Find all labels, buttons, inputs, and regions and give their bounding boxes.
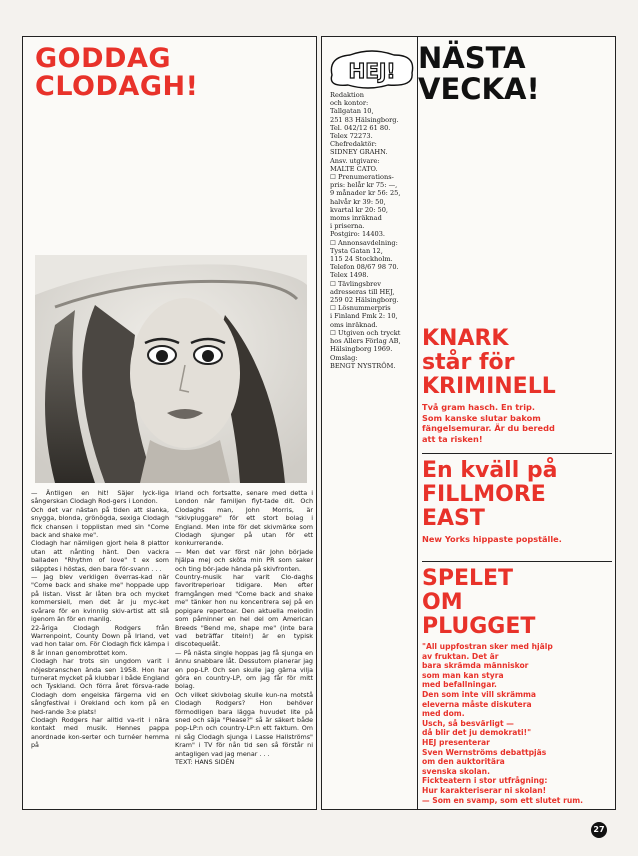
heading-line: NÄSTA [418,41,526,75]
info-line: 9 månader kr 56: 25, [330,189,401,198]
title-line: KNARK [422,326,509,351]
paragraph: Clodagh har trots sin ungdom varit i nöjesbranschen ända sen 1958. Hon har turnerat mycket på klubbar i både England och Tyskland. Och förra året försva-rade Clodagh dom engelska färgerna vid en sångfestival i Orekland och kom på en hed-rande 3:e plats! [31,657,169,716]
promo-knark [422,327,614,444]
title-line: SPELET [422,566,514,591]
info-line: 251 83 Hälsingborg. [330,115,399,124]
promo-title [422,459,614,531]
info-line: i Finland Fmk 2: 10, [330,312,398,321]
title-line: OM [422,590,463,615]
info-line: hos Allers Förlag AB, [330,337,401,346]
info-line: Ansv. utgivare: [330,156,380,165]
paragraph: Och det var nästan på tiden att slanka, snygga, blonda, grönögda, sexiga Clodagh fick chansen i topplistan med sin "Come back and shake me". [31,505,169,540]
sub-line: — Som en svamp, som ett slutet rum. [422,795,584,805]
info-line: ☐ Annonsavdelning: [330,238,398,247]
paragraph: Irland och fortsatte, senare med detta i London när familjen flyt-tade dit. Och Clodaghs man, John Morris, är "skivpluggare" för ett stort bolag i England. Men inte för det skivmärke som Clodagh sjunger på utan för ett konkurrerande. [175,489,313,548]
article-headline [35,45,198,101]
info-line: Postgiro: 14403. [330,230,386,239]
sub-line: bara skrämda människor [422,661,529,671]
paragraph: — Äntligen en hit! Säjer lyck-liga sångerskan Clodagh Rod-gers i London. [31,489,169,506]
promo-subtitle [422,642,614,805]
sub-line: med befallningar. [422,680,497,690]
sub-line: av fruktan. Det är [422,651,499,661]
hej-logo [328,49,416,89]
info-line: 259 02 Hälsingborg. [330,296,399,305]
sub-line: att ta risken! [422,433,483,444]
info-line: moms inräknad [330,214,382,223]
promo-subtitle [422,402,614,444]
title-line: En kväll på [422,458,558,483]
info-line: ☐ Prenumerations- [330,173,394,182]
promo-title [422,567,614,639]
info-line: Omslag: [330,353,358,362]
sub-line: som man kan styra [422,670,504,680]
sub-line: svenska skolan. [422,766,490,776]
author-byline: TEXT: HANS SIDÉN [175,758,235,766]
info-line: Telex 72273. [330,132,373,141]
info-line: adresseras till HEJ, [330,287,395,296]
info-line: oms inräknad. [330,320,378,329]
paragraph: — På nästa single hoppas jag få sjunga en ännu snabbare låt. Dessutom planerar jag en pop-LP. Och sen skulle jag gärna vilja göra en country-LP, om jag får för mitt bolag. [175,648,313,691]
headline-line-2: CLODAGH! [35,71,199,102]
promo-title [422,327,614,399]
svg-text:HEJ!: HEJ! [348,59,396,83]
sub-line: med dom. [422,709,465,719]
info-line: och kontor: [330,99,369,108]
info-line: i priserna. [330,222,365,231]
info-line: Redaktion [330,91,364,99]
info-line: Hälsingborg 1969. [330,345,393,354]
info-line: kvartal kr 20: 50, [330,205,389,214]
info-line: Telex 1498. [330,271,369,280]
headline-line-1: GODDAG [35,43,171,74]
promo-spelet [422,567,614,805]
title-line: EAST [422,506,485,531]
sub-line: Som kanske slutar bakom [422,412,541,423]
sub-line: Fickteatern i stor utfrågning: [422,776,548,786]
info-line: 115 24 Stockholm. [330,255,393,264]
sub-line: eleverna måste diskutera [422,699,532,709]
promo-subtitle [422,534,614,545]
section-divider [422,453,612,454]
sub-line: New Yorks hippaste popställe. [422,534,562,544]
paragraph: — Men det var först när John började hjälpa mej och sköta min PR som saker och ting bör-jade hända på skivfronten. [175,547,313,573]
sub-line: då blir det ju demokrati!" [422,728,532,738]
info-line: ☐ Lösnummerpris [330,304,391,313]
sub-line: "All uppfostran sker med hjälp [422,642,553,651]
sub-line: HEJ presenterar [422,737,490,747]
article-panel [22,36,317,810]
info-line: SIDNEY GRAHN. [330,148,388,157]
info-line: Telefon 08/67 98 70. [330,263,399,272]
sub-line: Sven Wernströms debattpjäs [422,747,547,757]
next-week-heading [418,43,540,105]
title-line: KRIMINELL [422,374,556,399]
sub-line: fängelsemurar. Är du beredd [422,423,555,433]
heading-line: VECKA! [418,72,540,106]
paragraph: Och vilket skivbolag skulle kun-na motstå Clodagh Rodgers? Hon behöver förmodligen bara lägga huvudet lite på sned och säja "Please?" så är säkert både pop-LP:n och country-LP:n ett faktum. Om ni såg Clodagh sjunga i Lasse Hallströms" Kram" i TV för nån tid sen så förstår ni antagligen vad jag menar . . . [175,690,313,758]
promo-fillmore [422,459,614,545]
masthead-info [330,91,416,370]
title-line: står för [422,350,515,375]
article-column-1 [31,489,169,766]
info-line: ☐ Tävlingsbrev [330,279,381,288]
info-line: Chefredaktör: [330,140,377,149]
info-line: pris: helår kr 75: —, [330,181,398,190]
title-line: PLUGGET [422,614,536,639]
info-line: MALTE CATO. [330,164,378,173]
column-divider [417,37,418,810]
portrait-photo [35,255,307,483]
paragraph: Clodagh har nämligen gjort hela 8 plattor utan att nånting hänt. Den vackra balladen "Rhythm of love" t ex som släpptes i höstas, den bara för-svann . . . [31,539,169,573]
info-line: Tel. 042/12 61 80. [330,123,391,132]
sub-line: Usch, så besvärligt — [422,718,514,728]
sub-line: Två gram hasch. En trip. [422,402,535,412]
paragraph: Country-musik har varit Clo-daghs favoritreperioar tidigare. Men efter framgången med "Come back and shake me" tänker hon nu koncentrera sej på en popigare repertoar. Den aktuella melodin som påminner en hel del om American Breeds "Bend me, shape me" (inte bara vad beträffar titeln!) är en typisk discotequelåt. [175,573,313,649]
sub-line: om den auktoritära [422,757,505,767]
sub-line: Den som inte vill skrämma [422,689,537,699]
article-column-2 [175,489,313,766]
title-line: FILLMORE [422,482,546,507]
article-body [31,489,313,766]
info-line: ☐ Utgiven och tryckt [330,328,401,337]
info-line: halvår kr 39: 50, [330,197,386,206]
paragraph: 22-åriga Clodagh Rodgers från Warrenpoint, County Down på Irland, vet vad hon talar om. För Clodagh fick kämpa i 8 år innan genombrottet kom. [31,623,169,657]
info-line: BENGT NYSTRÖM. [330,361,396,370]
paragraph: — Jag blev verkligen överras-kad när "Come back and shake me" hoppade upp på listan. Visst är låten bra och mycket kommersiell, men det är ju myc-ket svårare för en kvinnlig skiv-artist att slå igenom än för en manlig. [31,573,169,624]
page-number-badge: 27 [591,822,607,838]
paragraph: Clodagh Rodgers har alltid va-rit i nära kontakt med musik. Hennes pappa anordnade kon-serter och turnéer hemma på [31,715,169,750]
masthead-panel [321,36,616,810]
section-divider [422,561,612,562]
sub-line: Hur karakteriserar ni skolan! [422,785,547,795]
info-line: Tysta Gatan 12, [330,246,383,255]
info-line: Tallgatan 10, [330,107,374,116]
